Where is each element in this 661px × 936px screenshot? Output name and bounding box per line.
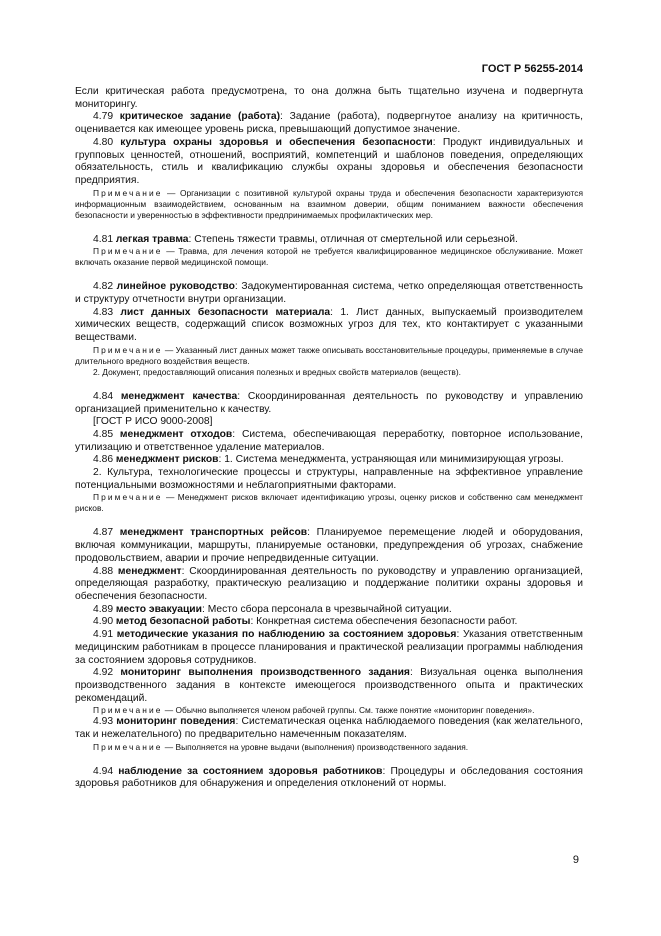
note-text: — Менеджмент рисков включает идентификацию угрозы, оценку рисков и собственно сам менеджмент рисков. xyxy=(75,492,583,514)
note-text: — Обычно выполняется членом рабочей группы. См. также понятие «мониторинг поведения». xyxy=(162,705,535,716)
definition-text: : Продукт индивидуальных и групповых ценностей, отношений, восприятий, компетенций и шаблонов поведения, определяющих обязательность, стиль и квалификацию службы охраны здоровья и обеспечения безопасности предприятия. xyxy=(75,136,583,186)
intro-paragraph: Если критическая работа предусмотрена, то она должна быть тщательно изучена и подвергнута мониторингу. xyxy=(75,86,583,110)
definition-number: 4.92 xyxy=(93,667,121,679)
definition-text: : Задание (работа), подвергнутое анализу на критичность, оценивается как имеющее уровень риска, превышающий допустимое значение. xyxy=(75,111,583,136)
page-number: 9 xyxy=(572,854,579,866)
definition-number: 4.85 xyxy=(93,428,120,440)
definition-4-90 xyxy=(75,616,583,629)
definition-term: менеджмент xyxy=(117,565,182,577)
definition-text: : Система, обеспечивающая переработку, повторное использование, утилизацию и ответственное удаление материалов. xyxy=(75,428,584,453)
definition-number: 4.80 xyxy=(93,136,121,148)
definition-term: линейное руководство xyxy=(116,281,235,293)
definition-text: : Визуальная оценка выполнения производственного задания в контексте имеющегося производственного опыта и практических рекомендаций. xyxy=(75,667,583,704)
definition-number: 4.94 xyxy=(93,765,119,777)
definition-term: метод безопасной работы xyxy=(115,616,251,628)
document-body xyxy=(75,86,583,791)
definition-4-92 xyxy=(75,667,583,705)
definition-number: 4.86 xyxy=(93,454,116,466)
definition-term: менеджмент качества xyxy=(120,390,238,402)
definition-number: 4.89 xyxy=(93,603,116,615)
document-code: ГОСТ Р 56255-2014 xyxy=(481,63,583,75)
definition-4-84 xyxy=(75,391,583,416)
note-4-80 xyxy=(75,188,583,221)
definition-text: : Скоординированная деятельность по руководству и управлению организацией, определяющая разработку, практическую реализацию и поддержание политики охраны здоровья и обеспечения безопасности. xyxy=(75,565,584,602)
definition-text: : Скоординированная деятельность по руководству и управлению организацией применительно к качеству. xyxy=(75,390,583,415)
note-4-81 xyxy=(75,246,583,268)
definition-number: 4.82 xyxy=(93,281,117,293)
definition-4-87 xyxy=(75,527,583,565)
definition-4-83 xyxy=(75,307,583,345)
note-4-86 xyxy=(75,492,583,514)
definition-number: 4.88 xyxy=(93,565,118,577)
definition-number: 4.87 xyxy=(93,527,120,539)
definition-text: : Указания ответственным медицинским работникам в процессе планирования и практической реализации программы наблюдения за состоянием здоровья сотрудников. xyxy=(75,629,583,666)
definition-term: мониторинг поведения xyxy=(116,716,236,728)
definition-4-93 xyxy=(75,716,583,741)
note-4-93 xyxy=(75,742,583,753)
definition-4-83-item-2: 2. Документ, предоставляющий описания полезных и вредных свойств материалов (веществ). xyxy=(93,366,461,377)
definition-number: 4.81 xyxy=(93,233,116,245)
definition-number: 4.84 xyxy=(93,390,121,402)
definition-term: культура охраны здоровья и обеспечения безопасности xyxy=(120,136,433,148)
definition-term: место эвакуации xyxy=(115,603,202,615)
definition-4-88 xyxy=(75,566,583,604)
definition-text: : 1. Система менеджмента, устраняющая или минимизирующая угрозы. xyxy=(218,454,564,466)
definition-term: критическое задание (работа) xyxy=(119,111,281,123)
definition-term: менеджмент отходов xyxy=(119,428,233,440)
note-text: — Травма, для лечения которой не требуется квалифицированное медицинское обслуживание. Может включать оказание первой медицинской помощи. xyxy=(75,246,583,268)
note-text: — Указанный лист данных может также описывать восстановительные процедуры, применяемые в случае длительного вредного воздействия веществ. xyxy=(75,344,583,366)
definition-4-91 xyxy=(75,629,583,667)
note-label: Примечание xyxy=(93,187,163,198)
definition-4-81 xyxy=(75,234,583,247)
definition-4-94 xyxy=(75,766,583,791)
note-label: Примечание xyxy=(93,344,163,355)
note-label: Примечание xyxy=(93,741,163,752)
definition-number: 4.93 xyxy=(93,716,117,728)
definition-text: : Процедуры и обследования состояния здоровья работников для обнаружения и определения отклонений от нормы. xyxy=(75,765,583,790)
definition-term: менеджмент транспортных рейсов xyxy=(119,527,308,539)
definition-text: : Место сбора персонала в чрезвычайной ситуации. xyxy=(201,603,452,615)
note-label: Примечание xyxy=(93,492,163,503)
definition-4-85 xyxy=(75,429,583,454)
note-4-83 xyxy=(75,345,583,367)
definition-number: 4.91 xyxy=(93,629,117,641)
note-4-92 xyxy=(75,705,583,716)
definition-4-80 xyxy=(75,137,583,188)
definition-text: : Степень тяжести травмы, отличная от смертельной или серьезной. xyxy=(188,233,518,245)
definition-text: : Систематическая оценка наблюдаемого поведения (как желательного, так и нежелательного) по предварительно намеченным показателям. xyxy=(75,716,584,741)
definition-term: менеджмент рисков xyxy=(115,454,219,466)
definition-4-86-item-2: 2. Культура, технологические процессы и структуры, направленные на эффективное управление потенциальными возможностями и неблагоприятными факторами. xyxy=(75,467,583,491)
note-text: — Организации с позитивной культурой охраны труда и обеспечения безопасности характеризуются информационным взаимодействием, основанным на взаимном доверии, общим пониманием важности обеспечения безопасности и уверенностью в эффективности предпринимаемых профилактических мер. xyxy=(75,187,583,220)
definition-term: лист данных безопасности материала xyxy=(120,306,331,318)
definition-term: легкая травма xyxy=(115,233,189,245)
definition-4-79 xyxy=(75,111,583,136)
definition-term: наблюдение за состоянием здоровья работников xyxy=(118,765,383,777)
definition-4-82 xyxy=(75,281,583,306)
definition-number: 4.79 xyxy=(93,111,120,123)
definition-number: 4.83 xyxy=(93,306,121,318)
note-label: Примечание xyxy=(93,246,163,257)
definition-term: мониторинг выполнения производственного задания xyxy=(120,667,410,679)
definition-text: : Планируемое перемещение людей и оборудования, включая коммуникации, маршруты, планируемые остановки, предупреждения об угрозах, снабжение продовольствием, аварии и прочие непредвиденные ситуации. xyxy=(75,527,583,564)
definition-4-86 xyxy=(75,454,583,467)
definition-text: : Конкретная система обеспечения безопасности работ. xyxy=(250,616,518,628)
definition-4-89 xyxy=(75,604,583,617)
definition-number: 4.90 xyxy=(93,616,116,628)
definition-text: : 1. Лист данных, выпускаемый производителем химических веществ, содержащий список возможных угроз для тех, кто контактирует с указанными веществами. xyxy=(75,306,584,344)
note-text: — Выполняется на уровне выдачи (выполнения) производственного задания. xyxy=(162,741,469,752)
note-label: Примечание xyxy=(93,705,163,716)
standard-reference: [ГОСТ Р ИСО 9000-2008] xyxy=(93,416,213,428)
definition-text: : Задокументированная система, четко определяющая ответственность и структуру отчетности внутри организации. xyxy=(75,281,584,306)
definition-term: методические указания по наблюдению за состоянием здоровья xyxy=(116,629,457,641)
